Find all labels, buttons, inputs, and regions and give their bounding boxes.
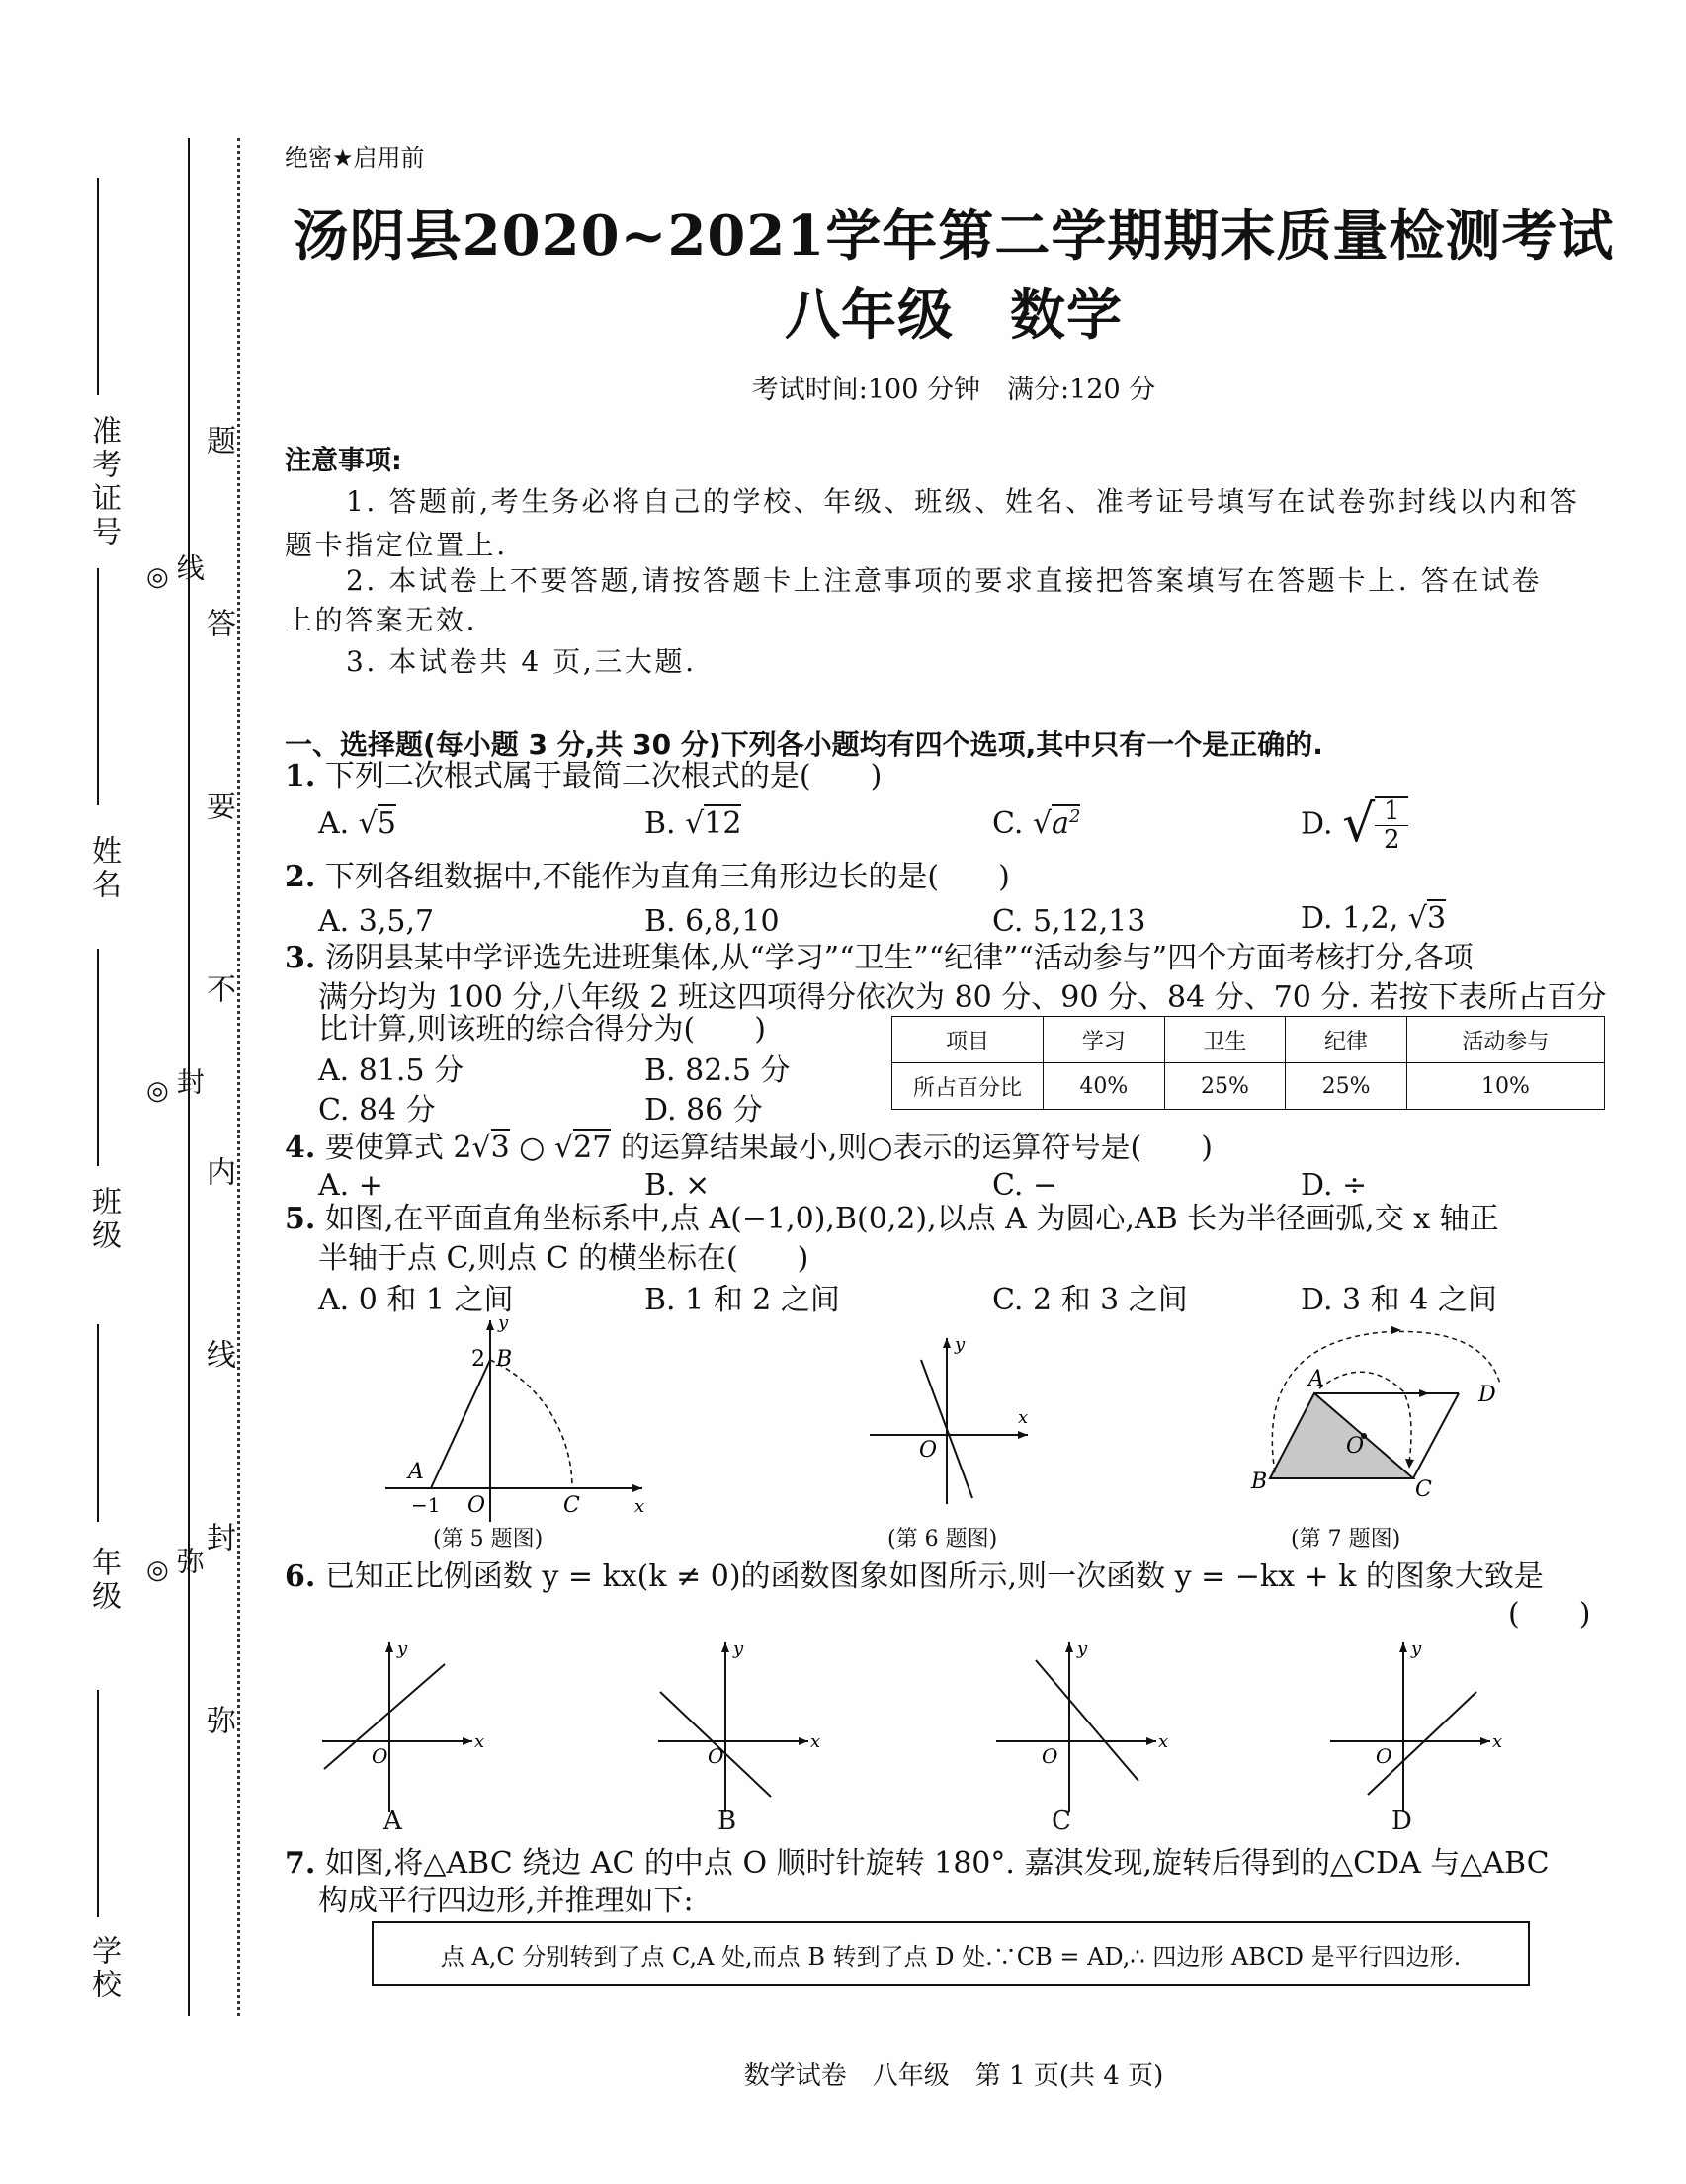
note-1a: 1. 答题前,考生务必将自己的学校、年级、班级、姓名、准考证号填写在试卷弥封线以内和答 [346,485,1580,518]
exam-info: 考试时间:100 分钟 满分:120 分 [751,375,1156,405]
q1-option-d: D. √ $\frac{1}{2}$ [1301,795,1408,854]
q4-option-c: C. − [992,1168,1058,1203]
note-1b: 题卡指定位置上. [285,529,508,561]
q2-number: 2. [285,860,316,894]
graph-o-label: O [1376,1744,1392,1768]
caption-fig5: (第 5 题图) [433,1527,544,1552]
table-cell: 25% [1164,1063,1286,1110]
fig6-y-label: y [955,1334,966,1355]
q6-number: 6. [285,1559,316,1594]
fig6-o-label: O [919,1438,938,1463]
q3-option-b: B. 82.5 分 [644,1053,791,1088]
grade-underline [97,1324,99,1522]
notes-heading: 注意事项: [285,446,402,476]
q2-option-a: A. 3,5,7 [318,904,435,939]
fig5-c-label: C [563,1493,580,1518]
section1-heading: 一、选择题(每小题 3 分,共 30 分)下列各小题均有四个选项,其中只有一个是正确的. [285,728,1323,761]
q3-option-a: A. 81.5 分 [318,1053,464,1088]
school-underline [97,1690,99,1917]
q2-stem [285,858,1010,897]
fig7-a-label: A [1308,1367,1324,1391]
q5-option-d: D. 3 和 4 之间 [1301,1283,1497,1317]
label-exam-number: 准考证号 [86,415,121,549]
q1-stem [285,757,882,797]
figure-6 [860,1330,1038,1508]
graph-y-label: y [397,1638,408,1659]
q6-label-d: D [1391,1806,1412,1836]
label-school: 学校 [86,1935,121,2002]
warn-4: 不 [201,973,235,1007]
table-row [892,1063,1605,1110]
table-cell: 项目 [892,1017,1044,1063]
page-title: 汤阴县2020~2021学年第二学期期末质量检测考试 [293,204,1615,269]
warn-5: 内 [201,1156,235,1190]
warn-2: 答 [201,608,235,641]
q3-option-c: C. 84 分 [318,1093,436,1128]
seal-icon: ◎ [146,562,169,592]
q5-stem-line2: 半轴于点 C,则点 C 的横坐标在( ) [318,1241,809,1276]
q6-stem: 6. 已知正比例函数 y = kx(k ≠ 0)的函数图象如图所示,则一次函数 y = −kx + k 的图象大致是 [285,1559,1544,1594]
q5-stem-line1: 5. 如图,在平面直角坐标系中,点 A(−1,0),B(0,2),以点 A 为圆心,AB 长为半径画弧,交 x 轴正 [285,1202,1499,1236]
table-cell: 卫生 [1164,1017,1286,1063]
seal-icon: ◎ [146,1555,169,1585]
warn-6: 线 [201,1339,235,1373]
fig7-d-label: D [1478,1383,1496,1407]
q4-option-a: A. + [318,1168,383,1203]
q6-label-b: B [717,1806,737,1836]
table-cell: 所占百分比 [892,1063,1044,1110]
q6-graph-d [1324,1637,1512,1814]
table-row [892,1017,1605,1063]
q6-graph-c [990,1637,1178,1814]
fig7-o-label: O [1346,1434,1365,1459]
q6-label-a: A [383,1806,402,1836]
q6-graph-b [652,1637,830,1814]
seal-line: ◎ 线 [146,553,206,592]
fig5-b-label: B [496,1347,513,1372]
name-top-underline [97,568,99,805]
graph-o-label: O [708,1744,724,1768]
page-footer: 数学试卷 八年级 第 1 页(共 4 页) [743,2061,1164,2091]
q1-number: 1. [285,759,316,794]
graph-x-label: x [810,1731,821,1752]
fig7-b-label: B [1251,1470,1268,1494]
q7-reasoning-text: 点 A,C 分别转到了点 C,A 处,而点 B 转到了点 D 处.∵CB = AD,∴ 四边形 ABCD 是平行四边形. [440,1942,1462,1971]
table-cell: 活动参与 [1406,1017,1604,1063]
warn-3: 要 [201,791,235,824]
graph-y-label: y [1077,1638,1088,1659]
q1-option-c: C. $√a^2$ [992,806,1081,841]
fig5-two-label: 2 [471,1347,485,1372]
q2-text: 下列各组数据中,不能作为直角三角形边长的是( ) [324,860,1010,894]
table-cell: 25% [1286,1063,1407,1110]
seal-seal: ◎ 封 [146,1067,206,1106]
table-cell: 纪律 [1286,1017,1407,1063]
graph-x-label: x [474,1731,485,1752]
page-subtitle: 八年级 数学 [785,283,1123,348]
q3-stem-line3: 比计算,则该班的综合得分为( ) [318,1012,766,1047]
seal-icon: ◎ [146,1076,169,1106]
q2-option-c: C. 5,12,13 [992,904,1146,939]
fig5-o-label: O [467,1493,486,1518]
table-cell: 10% [1406,1063,1604,1110]
q3-stem-line2: 满分均为 100 分,八年级 2 班这四项得分依次为 80 分、90 分、84 分、70 分. 若按下表所占百分 [318,980,1607,1015]
note-2a: 2. 本试卷上不要答题,请按答题卡上注意事项的要求直接把答案填写在答题卡上. 答在试卷 [346,564,1543,597]
fig5-minus1-label: −1 [411,1493,441,1517]
q4-number: 4. [285,1131,316,1165]
q5-option-b: B. 1 和 2 之间 [644,1283,840,1317]
q3-option-d: D. 86 分 [644,1093,763,1128]
exam-number-underline [97,178,99,395]
q7-number: 7. [285,1846,316,1881]
q4-stem: 4. 要使算式 2√3 ○ √27 的运算结果最小,则○表示的运算符号是( ) [285,1131,1213,1165]
warn-8: 弥 [201,1705,235,1738]
q6-answer-paren: ( ) [1508,1597,1591,1632]
caption-fig6: (第 6 题图) [887,1527,998,1552]
q7-stem-line2: 构成平行四边形,并推理如下: [318,1884,694,1918]
q4-option-b: B. × [644,1168,711,1203]
table-cell: 40% [1044,1063,1165,1110]
note-3: 3. 本试卷共 4 页,三大题. [346,645,697,678]
fig5-x-label: x [634,1496,645,1517]
secret-label: 绝密★启用前 [285,144,425,172]
fig5-a-label: A [408,1460,424,1484]
q2-option-b: B. 6,8,10 [644,904,780,939]
q5-option-c: C. 2 和 3 之间 [992,1283,1188,1317]
fig5-y-label: y [498,1314,509,1333]
graph-x-label: x [1492,1731,1503,1752]
label-name: 姓名 [86,835,121,902]
graph-o-label: O [372,1744,388,1768]
q6-graph-a [316,1637,494,1814]
q3-number: 3. [285,941,316,975]
figure-7 [1235,1314,1522,1522]
graph-o-label: O [1042,1744,1058,1768]
graph-y-label: y [733,1638,744,1659]
q4-option-d: D. ÷ [1301,1168,1368,1203]
q7-stem-line1: 7. 如图,将△ABC 绕边 AC 的中点 O 顺时针旋转 180°. 嘉淇发现,旋转后得到的△CDA 与△ABC [285,1846,1550,1881]
caption-fig7: (第 7 题图) [1291,1527,1401,1552]
q2-option-d: D. 1,2, √3 [1301,901,1447,936]
graph-y-label: y [1411,1638,1422,1659]
table-cell: 学习 [1044,1017,1165,1063]
q7-reasoning-box [372,1921,1530,1986]
warn-7: 封 [201,1522,235,1555]
q3-weight-table [891,1016,1605,1110]
q1-text: 下列二次根式属于最简二次根式的是( ) [324,759,883,794]
seal-mi: ◎ 弥 [146,1547,206,1585]
q1-option-a: A. √5 [318,806,396,841]
label-grade: 年级 [86,1547,121,1614]
warn-1: 题 [201,425,235,459]
note-2b: 上的答案无效. [285,604,478,636]
fig7-c-label: C [1415,1477,1432,1502]
figure-5 [376,1314,652,1532]
q6-label-c: C [1052,1806,1071,1836]
graph-x-label: x [1158,1731,1169,1752]
q5-number: 5. [285,1202,316,1236]
q3-stem-line1: 3. 汤阴县某中学评选先进班集体,从“学习”“卫生”“纪律”“活动参与”四个方面考核打分,各项 [285,941,1474,975]
fig6-x-label: x [1018,1407,1029,1428]
class-underline [97,949,99,1166]
label-class: 班级 [86,1186,121,1253]
q1-option-b: B. √12 [644,806,742,841]
q5-option-a: A. 0 和 1 之间 [318,1283,514,1317]
